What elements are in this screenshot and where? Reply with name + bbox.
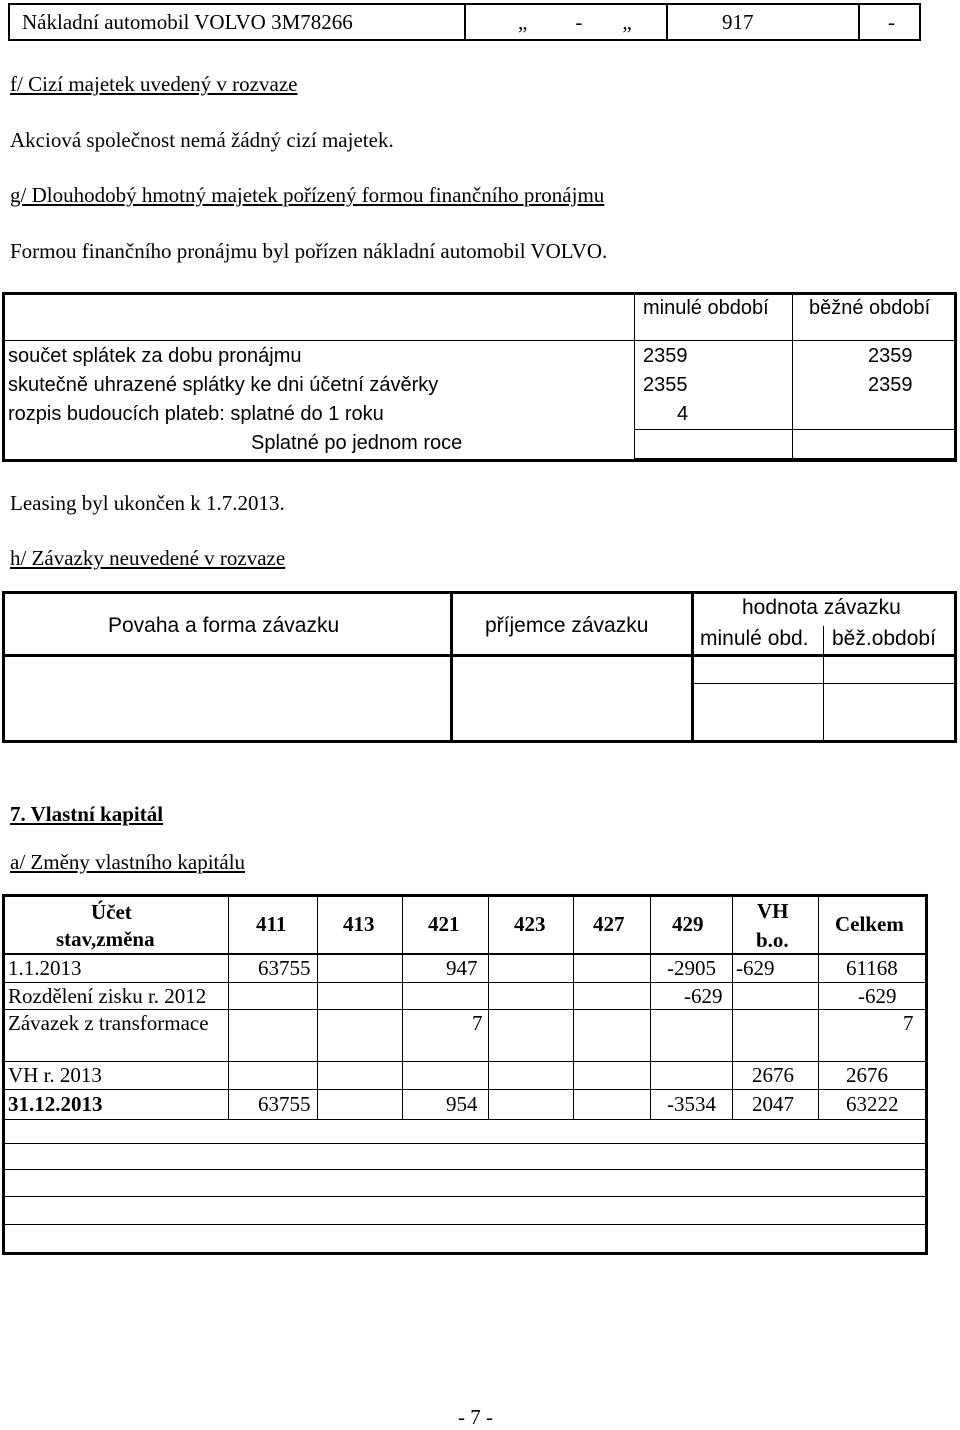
- eq-header-vh: VH: [757, 899, 789, 923]
- lease-row-prev: 2355: [643, 374, 688, 396]
- lease-row-label: skutečně uhrazené splátky ke dni účetní závěrky: [8, 374, 439, 396]
- eq-row-label: Závazek z transformace: [8, 1011, 209, 1035]
- eq-header-bo: b.o.: [756, 928, 789, 952]
- dash-mark: -: [575, 9, 583, 34]
- eq-line: [5, 1061, 925, 1062]
- eq-cell-411: 63755: [258, 1092, 311, 1116]
- eq-header-421: 421: [428, 912, 460, 936]
- lease-row-curr: 2359: [868, 345, 913, 367]
- liab-divider: [450, 594, 453, 740]
- liab-divider: [823, 626, 824, 740]
- eq-cell-429: -3534: [667, 1092, 716, 1116]
- eq-header-411: 411: [256, 912, 287, 936]
- quote-mark: „: [518, 9, 528, 34]
- section-g-heading: g/ Dlouhodobý hmotný majetek pořízený formou finančního pronájmu: [10, 183, 605, 207]
- eq-cell-celkem: 61168: [846, 956, 898, 980]
- eq-cell-vh: -629: [736, 956, 775, 980]
- lease-divider: [634, 295, 635, 459]
- eq-header-line: [5, 953, 925, 955]
- eq-line: [5, 1169, 925, 1170]
- eq-header-429: 429: [672, 912, 704, 936]
- eq-cell-421: 947: [446, 956, 478, 980]
- section-h-heading: h/ Závazky neuvedené v rozvaze: [10, 546, 286, 570]
- lease-row-label: rozpis budoucích plateb: splatné do 1 roku: [8, 403, 384, 425]
- lease-row-label: Splatné po jednom roce: [251, 432, 463, 454]
- lease-divider: [792, 295, 793, 459]
- eq-row-label: VH r. 2013: [8, 1063, 102, 1087]
- lease-row-prev: 2359: [643, 345, 688, 367]
- liab-line: [694, 683, 954, 684]
- table-row: [9, 4, 920, 40]
- leasing-end-text: Leasing byl ukončen k 1.7.2013.: [10, 491, 285, 515]
- eq-line: [5, 1089, 925, 1090]
- eq-cell-celkem: 7: [903, 1011, 914, 1035]
- lease-line: [634, 458, 954, 459]
- eq-cell-vh: 2676: [752, 1063, 794, 1087]
- eq-header-ucet: Účet: [91, 900, 132, 924]
- eq-row-label: 1.1.2013: [8, 956, 82, 980]
- eq-cell-vh: 2047: [752, 1092, 794, 1116]
- liab-col-value: hodnota závazku: [742, 596, 901, 619]
- eq-line: [5, 1143, 925, 1144]
- lease-row-label: součet splátek za dobu pronájmu: [8, 345, 302, 367]
- lease-row-prev: 4: [677, 403, 689, 425]
- eq-header-427: 427: [593, 912, 625, 936]
- lease-header-line: [5, 340, 954, 341]
- eq-line: [5, 1119, 925, 1120]
- section-f-heading: f/ Cizí majetek uvedený v rozvaze: [10, 72, 298, 96]
- lease-row-curr: 2359: [868, 374, 913, 396]
- eq-cell-celkem: 63222: [846, 1092, 899, 1116]
- liab-divider: [691, 594, 694, 740]
- eq-line: [5, 1196, 925, 1197]
- lease-col-curr: běžné období: [809, 297, 931, 319]
- eq-cell-421: 954: [446, 1092, 478, 1116]
- eq-row-label: 31.12.2013: [8, 1092, 103, 1116]
- section-f-text: Akciová společnost nemá žádný cizí majetek.: [10, 128, 394, 152]
- section-7-heading: 7. Vlastní kapitál: [10, 802, 164, 826]
- eq-header-stav: stav,změna: [56, 927, 155, 951]
- vehicle-name-cell: Nákladní automobil VOLVO 3M78266: [9, 4, 465, 40]
- eq-cell-celkem: -629: [858, 984, 897, 1008]
- liab-col-prev: minulé obd.: [700, 627, 809, 650]
- page-number: - 7 -: [458, 1405, 493, 1429]
- section-g-text: Formou finančního pronájmu byl pořízen nákladní automobil VOLVO.: [10, 239, 608, 263]
- liab-col-curr: běž.období: [832, 627, 936, 650]
- section-7-subheading: a/ Změny vlastního kapitálu: [10, 850, 246, 874]
- liab-col-recipient: příjemce závazku: [485, 614, 649, 637]
- quote-mark: „: [622, 9, 632, 34]
- eq-header-celkem: Celkem: [835, 912, 904, 936]
- eq-line: [5, 1224, 925, 1225]
- liab-header-line: [5, 654, 954, 657]
- dash-cell: [465, 4, 667, 40]
- eq-cell-celkem: 2676: [846, 1063, 888, 1087]
- eq-cell-421: 7: [472, 1011, 483, 1035]
- eq-row-label: Rozdělení zisku r. 2012: [8, 984, 207, 1008]
- eq-header-423: 423: [514, 912, 546, 936]
- value-cell: 917: [667, 4, 859, 40]
- eq-cell-429: -2905: [667, 956, 716, 980]
- eq-cell-411: 63755: [258, 956, 311, 980]
- lease-line: [634, 429, 954, 430]
- liab-col-nature: Povaha a forma závazku: [108, 614, 340, 637]
- top-summary-table: [8, 3, 921, 41]
- last-cell: -: [859, 4, 920, 40]
- eq-cell-429: -629: [684, 984, 723, 1008]
- eq-line: [5, 982, 925, 983]
- eq-header-413: 413: [343, 912, 375, 936]
- lease-col-prev: minulé období: [643, 297, 769, 319]
- eq-line: [5, 1009, 925, 1010]
